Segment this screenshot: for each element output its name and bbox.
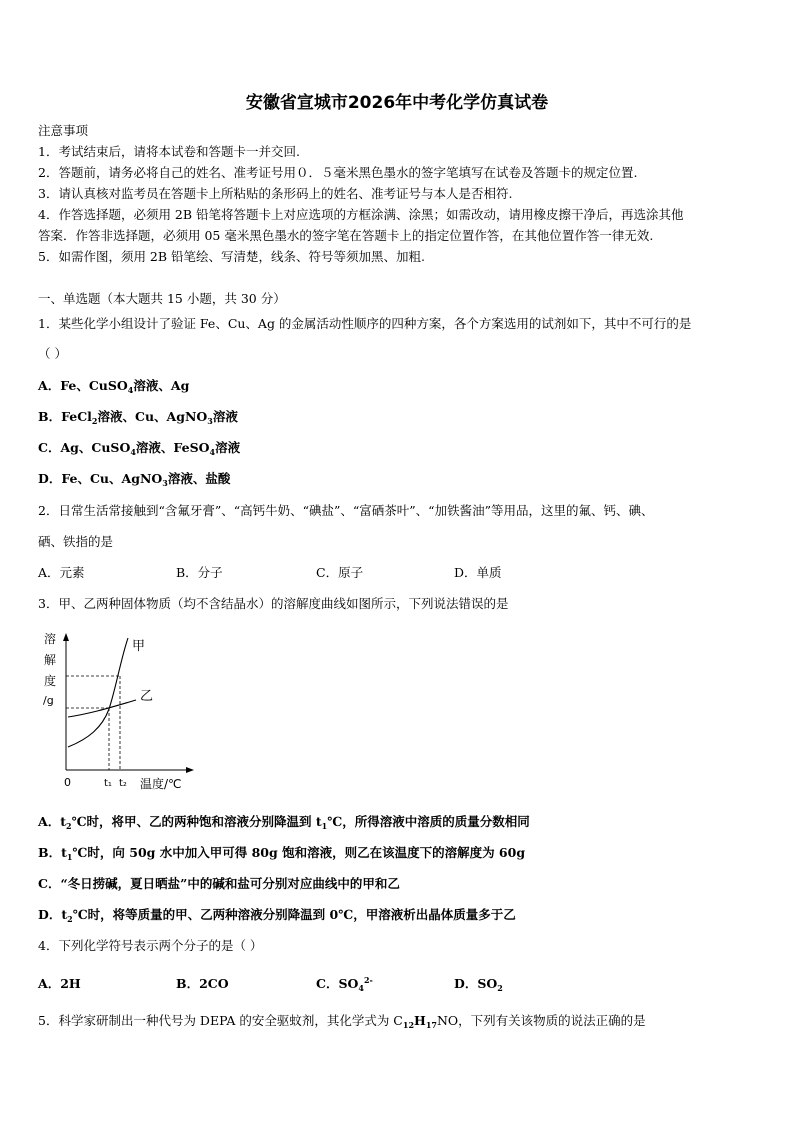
q2-stem-cont: 硒、铁指的是 [38, 534, 114, 549]
q1-stem-bracket: （ ） [38, 346, 67, 361]
y-label-char: /g [43, 694, 54, 707]
q4-option-a: A．2H [38, 976, 81, 991]
q1-option-c: C．Ag、CuSO$_4$溶液、FeSO$_4$溶液 [38, 440, 241, 457]
y-axis-arrow [63, 633, 69, 641]
t2-label: t₂ [119, 778, 127, 789]
notice-item: 1．考试结束后，请将本试卷和答题卡一并交回. [38, 144, 300, 159]
q4-option-b: B．2CO [176, 976, 229, 991]
q2-option-b: B．分子 [176, 565, 223, 580]
q2-option-c: C．原子 [316, 565, 364, 580]
notice-item: 5．如需作图，须用 2B 铅笔绘、写清楚，线条、符号等须加黑、加粗. [38, 249, 426, 264]
curve-label-yi: 乙 [140, 689, 154, 704]
q2-option-d: D．单质 [454, 565, 502, 580]
q4-option-d: D．$SO_2$ [454, 976, 503, 993]
origin-label: 0 [64, 776, 71, 789]
q1-option-a: A．Fe、CuSO$_4$溶液、Ag [38, 378, 190, 395]
q1-stem: 1．某些化学小组设计了验证 Fe、Cu、Ag 的金属活动性顺序的四种方案，各个方案选用的试剂如下，其中不可行的是 [38, 316, 692, 331]
q2-option-a: A．元素 [38, 565, 85, 580]
q3-option-a: A．$t_2℃$时，将甲、乙的两种饱和溶液分别降温到 $t_1℃$，所得溶液中溶质的质量分数相同 [38, 814, 530, 831]
y-axis-label [43, 631, 56, 707]
notice-item: 答案．作答非选择题，必须用 05 毫米黑色墨水的签字笔在答题卡上的指定位置作答，在其他位置作答一律无效. [38, 228, 654, 243]
section-heading: 一、单选题（本大题共 15 小题，共 30 分） [38, 291, 286, 306]
q3-option-d: D．$t_2℃$时，将等质量的甲、乙两种溶液分别降温到 0℃，甲溶液析出晶体质量多于乙 [38, 907, 516, 924]
t1-label: t₁ [104, 778, 112, 789]
q1-option-d: D．Fe、Cu、AgNO$_3$溶液、盐酸 [38, 471, 231, 488]
page-title: 安徽省宣城市2026年中考化学仿真试卷 [245, 93, 549, 113]
notice-item: 2．答题前，请务必将自己的姓名、准考证号用０．５毫米黑色墨水的签字笔填写在试卷及答题卡的规定位置. [38, 165, 638, 180]
x-axis-label: 温度/℃ [140, 777, 182, 791]
q3-option-b: B．$t_1℃$时，向 50g 水中加入甲可得 80g 饱和溶液，则乙在该温度下的溶解度为 60g [38, 845, 526, 862]
y-label-char: 度 [44, 674, 57, 688]
notice-item: 4．作答选择题，必须用 2B 铅笔将答题卡上对应选项的方框涂满、涂黑；如需改动，请用橡皮擦干净后，再选涂其他 [38, 207, 684, 222]
q1-option-b: B．FeCl$_2$溶液、Cu、AgNO$_3$溶液 [38, 409, 238, 426]
curve-yi [68, 700, 136, 717]
notice-item: 3．请认真核对监考员在答题卡上所粘贴的条形码上的姓名、准考证号与本人是否相符. [38, 186, 513, 201]
q3-option-c: C．“冬日捞碱，夏日晒盐”中的碱和盐可分别对应曲线中的甲和乙 [38, 876, 400, 891]
q4-stem: 4．下列化学符号表示两个分子的是（ ） [38, 938, 263, 953]
q2-stem: 2．日常生活常接触到“含氟牙膏”、“高钙牛奶、“碘盐”、“富硒茶叶”、“加铁酱油”等用品，这里的氟、钙、碘、 [38, 503, 654, 518]
y-label-char: 溶 [44, 632, 57, 646]
notice-heading: 注意事项 [38, 123, 89, 138]
y-label-char: 解 [44, 653, 57, 667]
curve-label-jia: 甲 [132, 639, 146, 654]
q4-option-c: C．$SO_4^{2-}$ [316, 975, 373, 993]
q3-stem: 3．甲、乙两种固体物质（均不含结晶水）的溶解度曲线如图所示，下列说法错误的是 [38, 596, 509, 611]
curve-jia [68, 638, 128, 747]
x-axis-arrow [186, 767, 194, 773]
q5-stem: 5．科学家研制出一种代号为 DEPA 的安全驱蚊剂，其化学式为 $C_{12}H_{17}NO$，下列有关该物质的说法正确的是 [38, 1013, 646, 1030]
solubility-curve-figure [36, 628, 196, 798]
